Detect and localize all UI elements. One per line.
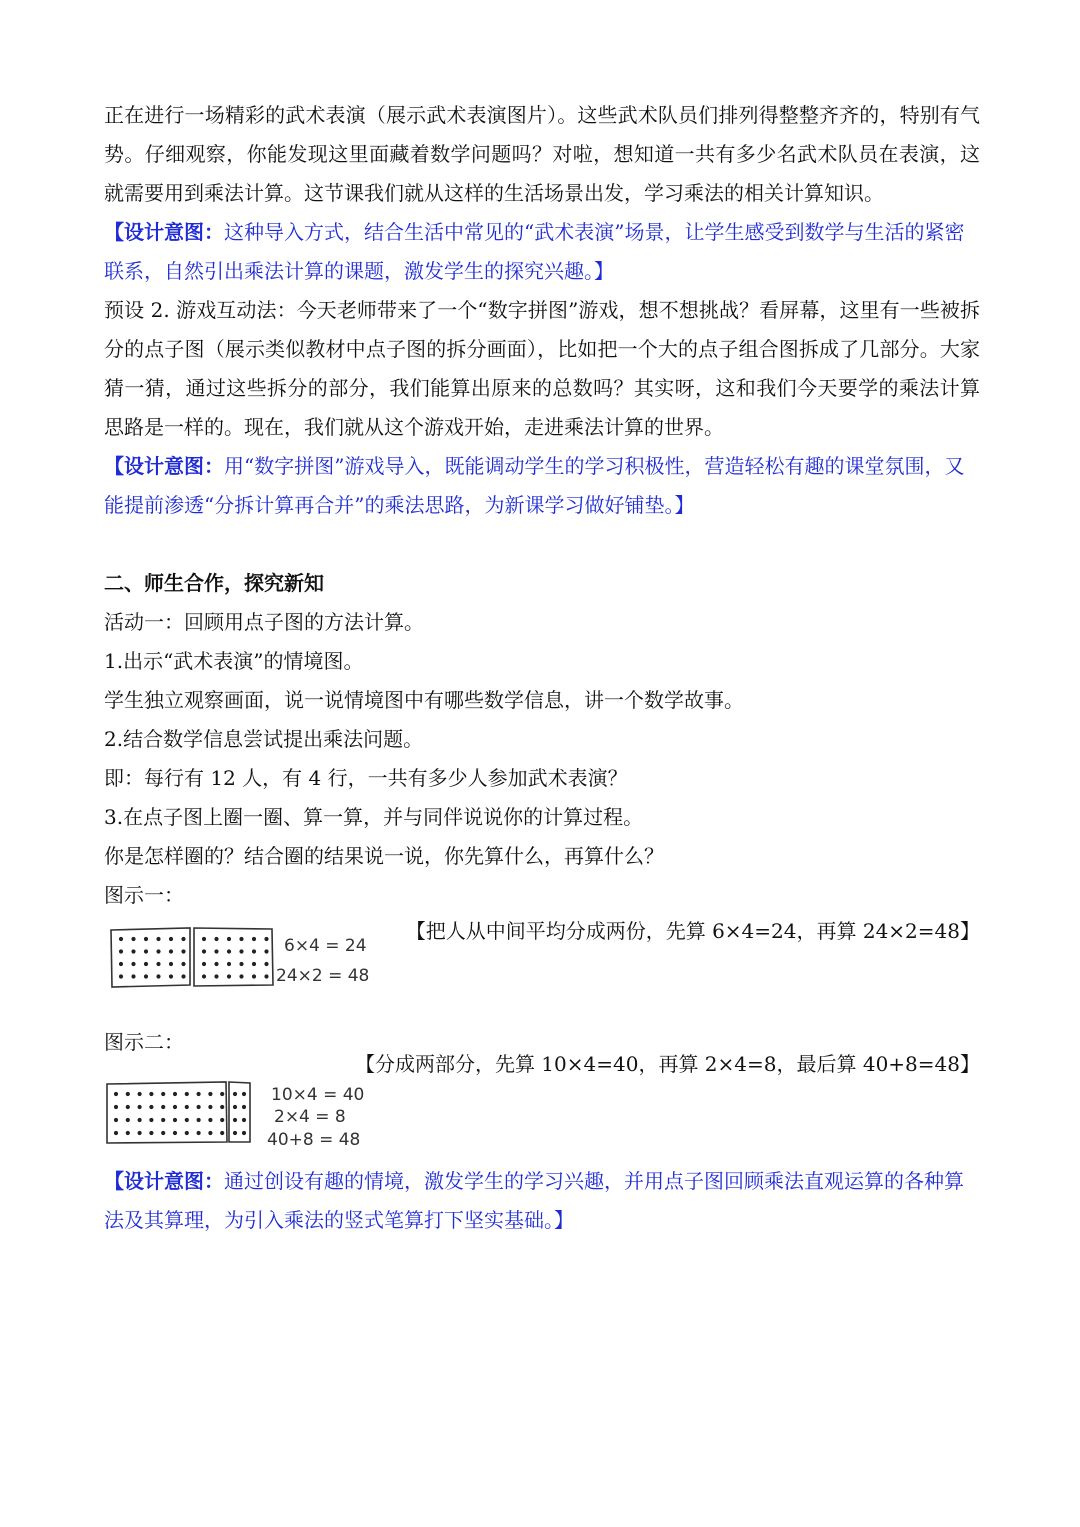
dot	[161, 1118, 165, 1122]
dot	[208, 1131, 212, 1135]
document-content	[104, 96, 980, 1240]
dot	[169, 974, 173, 978]
dot	[173, 1092, 177, 1096]
dot	[156, 949, 160, 953]
dot	[202, 949, 206, 953]
dot	[227, 937, 231, 941]
step-1: 1.出示“武术表演”的情境图。	[104, 649, 364, 673]
dot	[131, 937, 135, 941]
dot	[169, 937, 173, 941]
step-3-detail: 你是怎样圈的？结合圈的结果说一说，你先算什么，再算什么？	[104, 844, 664, 868]
figure-2-row	[104, 1052, 980, 1162]
dot	[220, 1105, 224, 1109]
design-intent-label: 【设计意图：	[104, 454, 224, 478]
dot	[197, 1105, 201, 1109]
dot	[114, 1092, 118, 1096]
figure-1-dot-diagram	[104, 921, 374, 991]
dot	[131, 949, 135, 953]
dot	[208, 1092, 212, 1096]
dot	[161, 1131, 165, 1135]
design-intent-3	[104, 1162, 980, 1240]
dot	[126, 1092, 130, 1096]
design-intent-label: 【设计意图：	[104, 220, 224, 244]
section-heading: 二、师生合作，探究新知	[104, 571, 324, 595]
dot	[252, 949, 256, 953]
dot	[197, 1131, 201, 1135]
step-1-detail: 学生独立观察画面，说一说情境图中有哪些数学信息，讲一个数学故事。	[104, 688, 744, 712]
dot	[264, 949, 268, 953]
dot	[138, 1118, 142, 1122]
dot	[138, 1131, 142, 1135]
handwritten-calc-3: 40+8 = 48	[267, 1130, 361, 1150]
dot	[144, 974, 148, 978]
dot	[208, 1105, 212, 1109]
figure-2-dot-diagram	[104, 1072, 374, 1162]
dot	[214, 974, 218, 978]
dot	[181, 949, 185, 953]
dot	[239, 937, 243, 941]
design-intent-text: 用“数字拼图”游戏导入，既能调动学生的学习积极性，营造轻松有趣的课堂氛围，又能提前渗透“分拆计算再合并”的乘法思路，为新课学习做好铺垫。】	[104, 454, 965, 517]
dot-group-2	[229, 1082, 250, 1142]
dot	[197, 1118, 201, 1122]
dot	[264, 937, 268, 941]
dot	[119, 937, 123, 941]
dot	[185, 1105, 189, 1109]
handwritten-calc-2: 24×2 = 48	[276, 966, 370, 986]
dot	[156, 962, 160, 966]
dot	[156, 937, 160, 941]
dot	[173, 1118, 177, 1122]
dot	[239, 974, 243, 978]
dot	[126, 1131, 130, 1135]
dot	[138, 1105, 142, 1109]
figure-1-row	[104, 915, 980, 1023]
dot	[242, 1131, 246, 1135]
dot	[114, 1105, 118, 1109]
figure-2-note: 【分成两部分，先算 10×4=40，再算 2×4=8，最后算 40+8=48】	[354, 1052, 980, 1076]
design-intent-1	[104, 213, 980, 291]
dot	[114, 1131, 118, 1135]
dot	[149, 1092, 153, 1096]
dot	[185, 1092, 189, 1096]
intro-paragraph: 正在进行一场精彩的武术表演（展示武术表演图片）。这些武术队员们排列得整整齐齐的，特别有气势。仔细观察，你能发现这里面藏着数学问题吗？对啦，想知道一共有多少名武术队员在表演，这就需要用到乘法计算。这节课我们就从这样的生活场景出发，学习乘法的相关计算知识。	[104, 103, 980, 205]
dot	[227, 974, 231, 978]
dot	[173, 1131, 177, 1135]
dot	[264, 962, 268, 966]
dot	[149, 1105, 153, 1109]
dot	[181, 937, 185, 941]
dot	[126, 1118, 130, 1122]
dot	[161, 1105, 165, 1109]
dot	[208, 1118, 212, 1122]
design-intent-text: 通过创设有趣的情境，激发学生的学习兴趣，并用点子图回顾乘法直观运算的各种算法及其算理，为引入乘法的竖式笔算打下坚实基础。】	[104, 1169, 964, 1232]
dot	[220, 1092, 224, 1096]
dot	[233, 1118, 237, 1122]
handwritten-calc-1: 6×4 = 24	[284, 936, 367, 956]
spacer	[104, 525, 980, 564]
dot	[169, 949, 173, 953]
dot	[214, 949, 218, 953]
dot	[233, 1092, 237, 1096]
dot	[202, 974, 206, 978]
figure-1-note: 【把人从中间平均分成两份，先算 6×4=24，再算 24×2=48】	[405, 919, 980, 943]
dot	[156, 974, 160, 978]
handwritten-calc-2: 2×4 = 8	[274, 1107, 346, 1127]
dot	[220, 1118, 224, 1122]
dot	[252, 937, 256, 941]
dot	[131, 962, 135, 966]
step-2-detail: 即：每行有 12 人，有 4 行，一共有多少人参加武术表演？	[104, 766, 628, 790]
dot	[185, 1118, 189, 1122]
step-3: 3.在点子图上圈一圈、算一算，并与同伴说说你的计算过程。	[104, 805, 644, 829]
dot	[242, 1092, 246, 1096]
dot	[126, 1105, 130, 1109]
dot	[264, 974, 268, 978]
dot	[227, 949, 231, 953]
dot	[233, 1105, 237, 1109]
handwritten-calc-1: 10×4 = 40	[271, 1085, 365, 1105]
dot	[252, 974, 256, 978]
dot	[144, 949, 148, 953]
dot-group-left	[111, 928, 190, 987]
dot	[181, 974, 185, 978]
design-intent-2	[104, 447, 980, 525]
dot	[197, 1092, 201, 1096]
dot	[169, 962, 173, 966]
dot	[173, 1105, 177, 1109]
dot	[202, 937, 206, 941]
step-2: 2.结合数学信息尝试提出乘法问题。	[104, 727, 424, 751]
figure-1-title: 图示一：	[104, 883, 184, 907]
dot	[214, 962, 218, 966]
dot	[114, 1118, 118, 1122]
activity-1: 活动一：回顾用点子图的方法计算。	[104, 610, 424, 634]
dot	[149, 1131, 153, 1135]
dot	[239, 949, 243, 953]
dot	[242, 1118, 246, 1122]
dot	[239, 962, 243, 966]
dot	[119, 949, 123, 953]
preset-2-paragraph: 预设 2. 游戏互动法：今天老师带来了一个“数字拼图”游戏，想不想挑战？看屏幕，这里有一些被拆分的点子图（展示类似教材中点子图的拆分画面），比如把一个大的点子组合图拆成了几部分。大家猜一猜，通过这些拆分的部分，我们能算出原来的总数吗？其实呀，这和我们今天要学的乘法计算思路是一样的。现在，我们就从这个游戏开始，走进乘法计算的世界。	[104, 298, 980, 439]
dot	[144, 937, 148, 941]
dot	[119, 962, 123, 966]
dot	[220, 1131, 224, 1135]
dot	[242, 1105, 246, 1109]
dot	[131, 974, 135, 978]
dot	[119, 974, 123, 978]
dot	[252, 962, 256, 966]
figure-2-title: 图示二：	[104, 1030, 184, 1054]
dot	[185, 1131, 189, 1135]
dot	[144, 962, 148, 966]
dot	[214, 937, 218, 941]
dot	[227, 962, 231, 966]
dot	[202, 962, 206, 966]
dot	[138, 1092, 142, 1096]
dot	[233, 1131, 237, 1135]
design-intent-text: 这种导入方式，结合生活中常见的“武术表演”场景，让学生感受到数学与生活的紧密联系，自然引出乘法计算的课题，激发学生的探究兴趣。】	[104, 220, 965, 283]
design-intent-label: 【设计意图：	[104, 1169, 224, 1193]
dot	[161, 1092, 165, 1096]
dot	[181, 962, 185, 966]
dot	[149, 1118, 153, 1122]
